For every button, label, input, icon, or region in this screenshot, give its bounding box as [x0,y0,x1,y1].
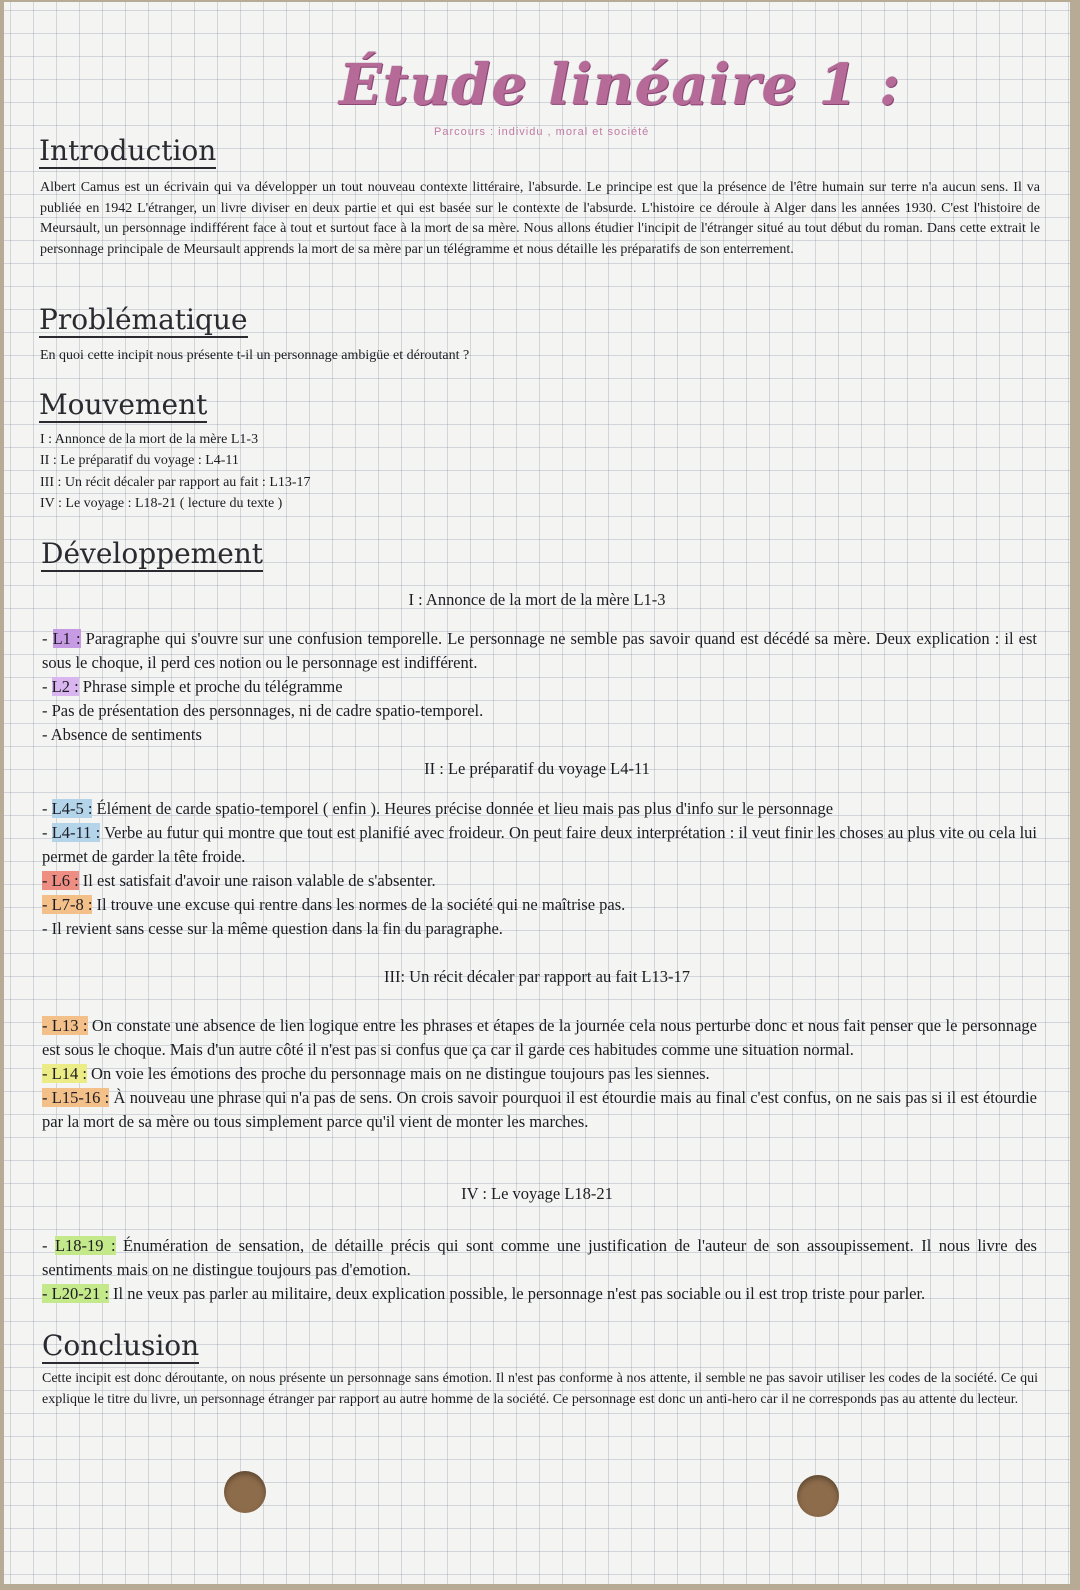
developpement-heading: Développement [41,537,264,570]
page-subtitle: Parcours : individu , moral et société [434,126,650,138]
binder-hole [797,1475,839,1517]
section-2-body [42,797,1037,941]
note-item: - L15-16 : À nouveau une phrase qui n'a pas de sens. On crois savoir pourquoi il est étourdie mais au final c'est confus, on ne sais pas si il est étourdie par la mort de sa mère ou tous simplement parce qu'il vient de monter les marches. [42,1088,1038,1131]
note-item: - Il revient sans cesse sur la même question dans la fin du paragraphe. [42,919,503,938]
note-item: - L18-19 : Énumération de sensation, de détaille précis qui sont comme une justification de l'auteur de son assoupissement. Il nous livre des sentiments mais on ne distingue toujours pas d'emotion. [42,1236,1037,1279]
note-item: - L6 : Il est satisfait d'avoir une raison valable de s'absenter. [42,871,436,890]
notebook-page [4,2,1070,1584]
mouvement-item: III : Un récit décaler par rapport au fait : L13-17 [40,475,311,490]
mouvement-item: II : Le préparatif du voyage : L4-11 [40,453,239,468]
section-title: IV : Le voyage L18-21 [461,1184,613,1203]
note-item: - Pas de présentation des personnages, ni de cadre spatio-temporel. [42,701,484,720]
note-item: - L14 : On voie les émotions des proche du personnage mais on ne distingue toujours pas les siennes. [42,1064,710,1083]
note-item: - L4-11 : Verbe au futur qui montre que tout est planifié avec froideur. On peut faire deux interprétation : il veut finir les choses au plus vite ou cela lui permet de garder la tête froide. [42,823,1038,866]
problematique-text: En quoi cette incipit nous présente t-il un personnage ambigüe et déroutant ? [40,348,470,363]
line-ref: - L20-21 : [42,1284,109,1303]
line-ref: L4-11 : [51,823,101,842]
line-ref: - L15-16 : [42,1088,110,1107]
mouvement-item: IV : Le voyage : L18-21 ( lecture du texte ) [40,496,283,511]
line-ref: - L7-8 : [42,895,93,914]
line-ref: L2 : [51,677,79,696]
section-title: II : Le préparatif du voyage L4-11 [424,759,650,778]
conclusion-text: Cette incipit est donc déroutante, on nous présente un personnage sans émotion. Il n'est pas conforme à nos attente, il semble ne pas savoir utiliser les codes de la société. Ce qui explique le titre du livre, un personnage étranger par rapport au autre homme de la société. Ce personnage est donc un anti-hero car il ne corresponds pas au attente du lecteur. [42,1371,1038,1407]
mouvement-heading: Mouvement [39,388,208,421]
note-item: - L20-21 : Il ne veux pas parler au militaire, deux explication possible, le personnage n'est pas sociable ou il est trop triste pour parler. [42,1284,926,1303]
note-item: - L4-5 : Élément de carde spatio-temporel ( enfin ). Heures précise donnée et lieu mais pas plus d'info sur le personnage [42,799,834,818]
section-4-body [42,1234,1037,1306]
problematique-heading: Problématique [39,303,248,336]
note-item: - Absence de sentiments [42,725,202,744]
section-title: I : Annonce de la mort de la mère L1-3 [408,590,666,609]
note-item: - L13 : On constate une absence de lien logique entre les phrases et étapes de la journée cela nous perturbe donc et nous fait penser que le personnage est sous le choque. Mais d'un autre côté il n'est pas si confus que ça car il garde ces habitudes comme une situation normal. [42,1016,1037,1059]
note-item: - L7-8 : Il trouve une excuse qui rentre dans les normes de la société qui ne maîtrise pas. [42,895,626,914]
line-ref: L4-5 : [51,799,93,818]
section-3-body [42,1014,1037,1134]
note-item: - L2 : Phrase simple et proche du télégramme [42,677,343,696]
line-ref: L1 : [52,629,81,648]
section-1-body [42,627,1037,747]
line-ref: - L14 : [42,1064,87,1083]
section-title: III: Un récit décaler par rapport au fait L13-17 [383,967,690,986]
mouvement-item: I : Annonce de la mort de la mère L1-3 [40,432,259,447]
introduction-heading: Introduction [39,134,217,167]
line-ref: L18-19 : [54,1236,116,1255]
line-ref: - L6 : [42,871,79,890]
note-item: - L1 : Paragraphe qui s'ouvre sur une confusion temporelle. Le personnage ne semble pas savoir quand est décédé sa mère. Deux explication : il est sous le choque, il perd ces notion ou le personnage est indifférent. [42,629,1037,672]
line-ref: - L13 : [42,1016,88,1035]
conclusion-heading: Conclusion [42,1329,200,1362]
introduction-text: Albert Camus est un écrivain qui va développer un tout nouveau contexte littéraire, l'absurde. Le principe est que la présence de l'être humain sur terre n'a aucun sens. Il va publiée en 1942 L'étranger, un livre diviser en deux partie et qui est basée sur le contexte de l'absurde. L'histoire ce déroule à Alger dans les années 1930. C'est l'histoire de Meursault, un personnage indifférent face à tout et surtout face à la mort de sa mère. Nous allons étudier l'incipit de l'étranger situé au tout début du roman. Dans cette extrait le personnage principale de Meursault apprends la mort de sa mère par un télégramme et nous détaille les préparatifs de son enterrement. [40,180,1040,257]
page-title: Étude linéaire 1 : [339,52,901,118]
binder-hole [224,1471,266,1513]
